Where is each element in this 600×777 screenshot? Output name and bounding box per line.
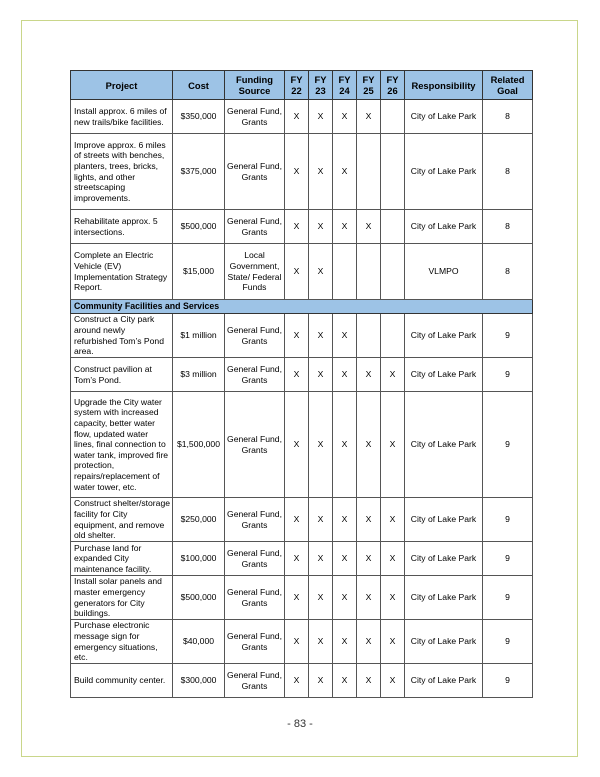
page-number: - 83 - [287, 718, 313, 730]
fy24-cell: X [333, 358, 357, 392]
header-responsibility: Responsibility [405, 71, 483, 100]
responsibility-cell: City of Lake Park [405, 542, 483, 576]
fy25-cell: X [357, 664, 381, 698]
fy23-cell: X [309, 664, 333, 698]
fy25-cell: X [357, 542, 381, 576]
table-row [71, 498, 533, 542]
funding-source-cell: General Fund, Grants [225, 134, 285, 210]
fy23-cell: X [309, 576, 333, 620]
fy25-cell: X [357, 498, 381, 542]
table-row [71, 314, 533, 358]
funding-source-cell: General Fund, Grants [225, 542, 285, 576]
table-row [71, 576, 533, 620]
fy23-cell: X [309, 210, 333, 244]
related-goal-cell: 9 [483, 576, 533, 620]
header-fy23: FY 23 [309, 71, 333, 100]
fy23-cell: X [309, 392, 333, 498]
related-goal-cell: 8 [483, 100, 533, 134]
responsibility-cell: VLMPO [405, 244, 483, 300]
fy26-cell: X [381, 620, 405, 664]
fy24-cell: X [333, 664, 357, 698]
table-row [71, 244, 533, 300]
fy25-cell [357, 134, 381, 210]
funding-source-cell: General Fund, Grants [225, 358, 285, 392]
header-cost: Cost [173, 71, 225, 100]
section-title: Community Facilities and Services [71, 300, 533, 314]
related-goal-cell: 8 [483, 244, 533, 300]
header-project: Project [71, 71, 173, 100]
related-goal-cell: 9 [483, 664, 533, 698]
table-row [71, 620, 533, 664]
header-fy22: FY 22 [285, 71, 309, 100]
fy22-cell: X [285, 134, 309, 210]
fy22-cell: X [285, 244, 309, 300]
cost-cell: $375,000 [173, 134, 225, 210]
fy25-cell: X [357, 576, 381, 620]
responsibility-cell: City of Lake Park [405, 100, 483, 134]
fy24-cell: X [333, 314, 357, 358]
fy24-cell: X [333, 392, 357, 498]
fy23-cell: X [309, 244, 333, 300]
table-row [71, 210, 533, 244]
fy24-cell: X [333, 134, 357, 210]
related-goal-cell: 8 [483, 210, 533, 244]
fy22-cell: X [285, 392, 309, 498]
related-goal-cell: 8 [483, 134, 533, 210]
related-goal-cell: 9 [483, 498, 533, 542]
fy26-cell: X [381, 576, 405, 620]
cost-cell: $100,000 [173, 542, 225, 576]
related-goal-cell: 9 [483, 358, 533, 392]
fy26-cell: X [381, 542, 405, 576]
fy22-cell: X [285, 576, 309, 620]
header-fy25: FY 25 [357, 71, 381, 100]
project-cell: Purchase electronic message sign for emergency situations, etc. [71, 620, 173, 664]
fy26-cell [381, 244, 405, 300]
project-cell: Upgrade the City water system with increased capacity, better water flow, updated water lines, final connection to water tank, improved fire protection, repairs/replacement of water tower, etc. [71, 392, 173, 498]
section-header-row [71, 300, 533, 314]
cost-cell: $300,000 [173, 664, 225, 698]
capital-improvements-table [70, 70, 533, 698]
fy25-cell [357, 244, 381, 300]
responsibility-cell: City of Lake Park [405, 498, 483, 542]
fy24-cell: X [333, 620, 357, 664]
fy26-cell: X [381, 664, 405, 698]
fy25-cell: X [357, 392, 381, 498]
table-row [71, 392, 533, 498]
cost-cell: $40,000 [173, 620, 225, 664]
cost-cell: $1 million [173, 314, 225, 358]
funding-source-cell: General Fund, Grants [225, 210, 285, 244]
fy25-cell: X [357, 358, 381, 392]
cost-cell: $500,000 [173, 576, 225, 620]
fy24-cell: X [333, 498, 357, 542]
header-funding-source: Funding Source [225, 71, 285, 100]
project-cell: Complete an Electric Vehicle (EV) Implementation Strategy Report. [71, 244, 173, 300]
fy24-cell: X [333, 576, 357, 620]
related-goal-cell: 9 [483, 620, 533, 664]
responsibility-cell: City of Lake Park [405, 314, 483, 358]
fy22-cell: X [285, 358, 309, 392]
responsibility-cell: City of Lake Park [405, 358, 483, 392]
funding-source-cell: General Fund, Grants [225, 620, 285, 664]
project-cell: Rehabilitate approx. 5 intersections. [71, 210, 173, 244]
header-fy24: FY 24 [333, 71, 357, 100]
table-row [71, 358, 533, 392]
project-cell: Install solar panels and master emergency generators for City buildings. [71, 576, 173, 620]
project-cell: Construct a City park around newly refurbished Tom’s Pond area. [71, 314, 173, 358]
fy26-cell [381, 314, 405, 358]
fy25-cell [357, 314, 381, 358]
project-cell: Install approx. 6 miles of new trails/bike facilities. [71, 100, 173, 134]
project-cell: Purchase land for expanded City maintenance facility. [71, 542, 173, 576]
fy23-cell: X [309, 498, 333, 542]
responsibility-cell: City of Lake Park [405, 620, 483, 664]
fy22-cell: X [285, 664, 309, 698]
fy25-cell: X [357, 620, 381, 664]
table-row [71, 542, 533, 576]
table-row [71, 664, 533, 698]
fy26-cell: X [381, 392, 405, 498]
project-cell: Construct pavilion at Tom’s Pond. [71, 358, 173, 392]
fy22-cell: X [285, 620, 309, 664]
header-related-goal: Related Goal [483, 71, 533, 100]
table-header-row [71, 71, 533, 100]
cost-cell: $1,500,000 [173, 392, 225, 498]
project-cell: Improve approx. 6 miles of streets with benches, planters, trees, bricks, lights, and other streetscaping improvements. [71, 134, 173, 210]
funding-source-cell: General Fund, Grants [225, 576, 285, 620]
fy24-cell [333, 244, 357, 300]
fy22-cell: X [285, 210, 309, 244]
fy23-cell: X [309, 134, 333, 210]
fy23-cell: X [309, 542, 333, 576]
header-fy26: FY 26 [381, 71, 405, 100]
fy26-cell: X [381, 358, 405, 392]
responsibility-cell: City of Lake Park [405, 134, 483, 210]
project-cell: Construct shelter/storage facility for City equipment, and remove old shelter. [71, 498, 173, 542]
fy23-cell: X [309, 620, 333, 664]
funding-source-cell: General Fund, Grants [225, 314, 285, 358]
cost-cell: $350,000 [173, 100, 225, 134]
fy24-cell: X [333, 210, 357, 244]
fy24-cell: X [333, 542, 357, 576]
funding-source-cell: General Fund, Grants [225, 664, 285, 698]
responsibility-cell: City of Lake Park [405, 210, 483, 244]
fy22-cell: X [285, 100, 309, 134]
cost-cell: $3 million [173, 358, 225, 392]
cost-cell: $250,000 [173, 498, 225, 542]
fy22-cell: X [285, 314, 309, 358]
fy26-cell [381, 134, 405, 210]
related-goal-cell: 9 [483, 542, 533, 576]
fy25-cell: X [357, 210, 381, 244]
funding-source-cell: General Fund, Grants [225, 100, 285, 134]
responsibility-cell: City of Lake Park [405, 576, 483, 620]
fy23-cell: X [309, 358, 333, 392]
responsibility-cell: City of Lake Park [405, 392, 483, 498]
fy25-cell: X [357, 100, 381, 134]
cost-cell: $15,000 [173, 244, 225, 300]
funding-source-cell: General Fund, Grants [225, 392, 285, 498]
funding-source-cell: General Fund, Grants [225, 498, 285, 542]
related-goal-cell: 9 [483, 314, 533, 358]
fy26-cell: X [381, 498, 405, 542]
fy23-cell: X [309, 314, 333, 358]
fy26-cell [381, 100, 405, 134]
related-goal-cell: 9 [483, 392, 533, 498]
fy26-cell [381, 210, 405, 244]
responsibility-cell: City of Lake Park [405, 664, 483, 698]
table-row [71, 134, 533, 210]
fy24-cell: X [333, 100, 357, 134]
fy22-cell: X [285, 498, 309, 542]
fy23-cell: X [309, 100, 333, 134]
funding-source-cell: Local Government, State/ Federal Funds [225, 244, 285, 300]
project-cell: Build community center. [71, 664, 173, 698]
cost-cell: $500,000 [173, 210, 225, 244]
table-row [71, 100, 533, 134]
fy22-cell: X [285, 542, 309, 576]
